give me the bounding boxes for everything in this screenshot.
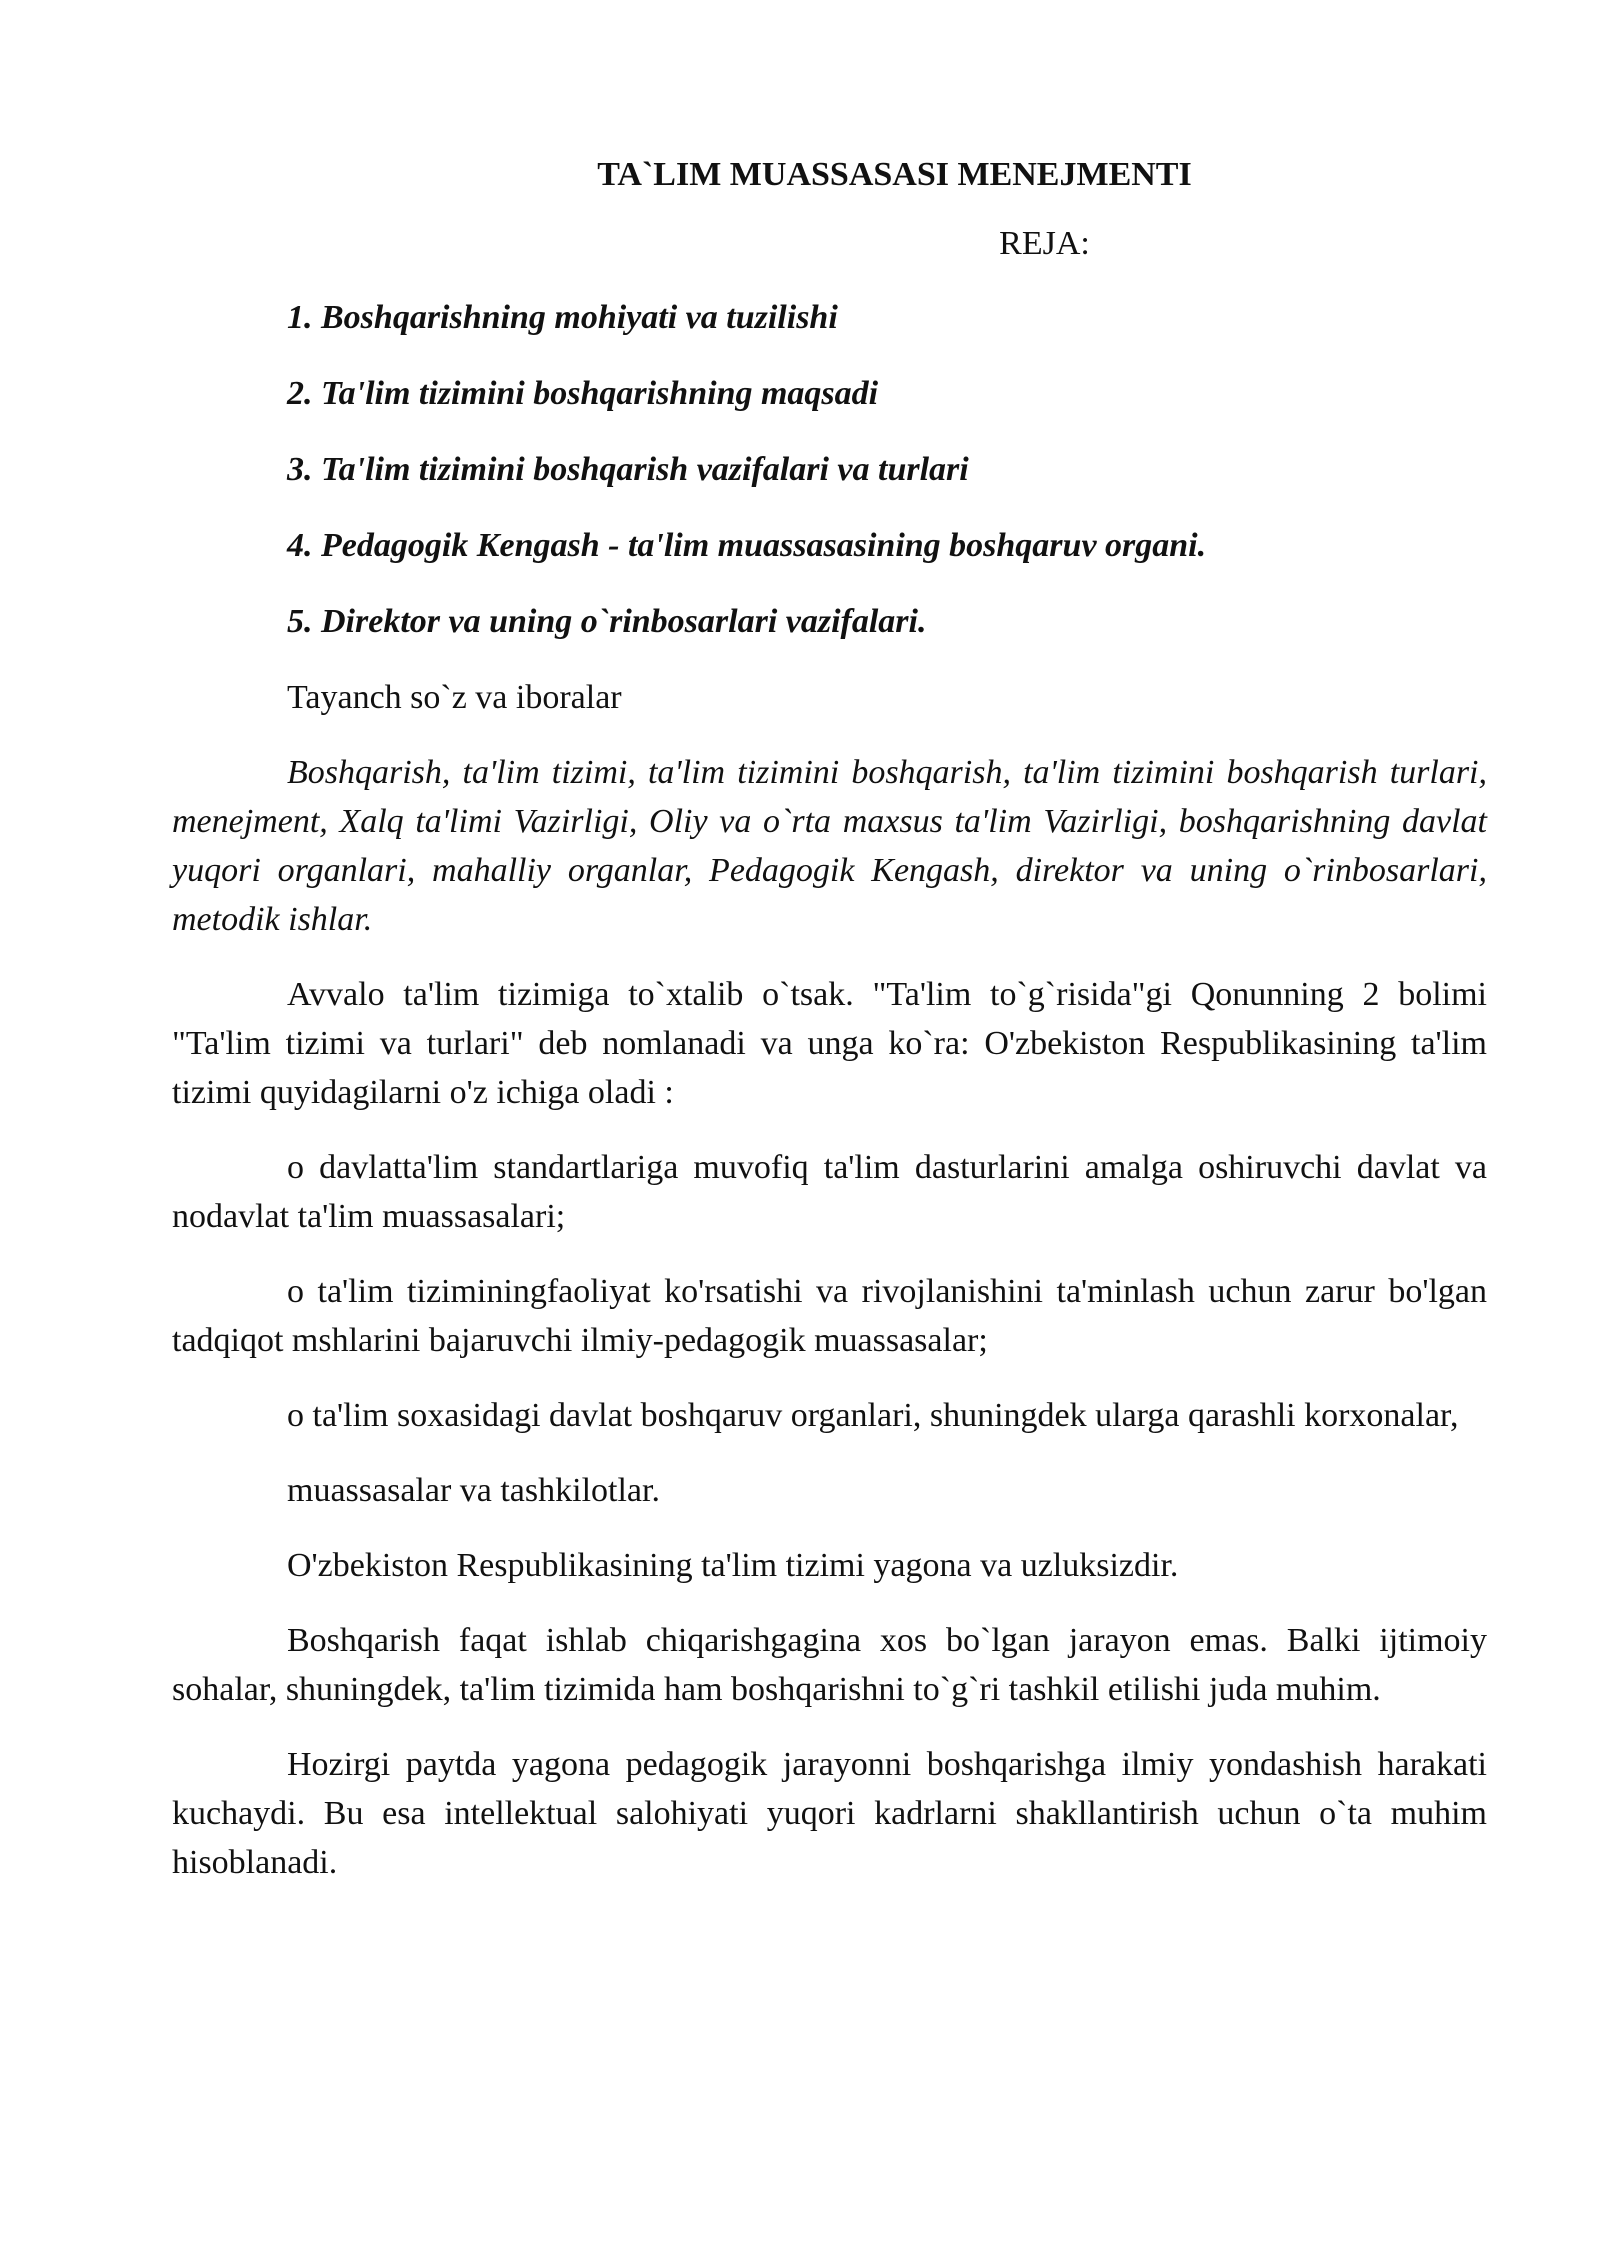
body-paragraph: Avvalo ta'lim tizimiga to`xtalib o`tsak. "Ta'lim to`g`risida"gi Qonunning 2 bolimi "Ta'lim tizimi va turlari" deb nomlanadi va unga ko`ra: O'zbekiston Respublikasining ta'lim tizimi quyidagilarni o'z ichiga oladi : bbox=[172, 976, 1487, 1111]
body-paragraph: Hozirgi paytda yagona pedagogik jarayonni boshqarishga ilmiy yondashish harakati kuchaydi. Bu esa intellektual salohiyati yuqori kadrlarni shakllantirish uchun o`ta muhim hisoblanadi. bbox=[172, 1746, 1487, 1881]
plan-heading: REJA: bbox=[999, 225, 1090, 262]
plan-item: 3. Ta'lim tizimini boshqarish vazifalari va turlari bbox=[287, 451, 969, 488]
plan-item: 2. Ta'lim tizimini boshqarishning maqsadi bbox=[287, 375, 879, 412]
body-paragraph: O'zbekiston Respublikasining ta'lim tizimi yagona va uzluksizdir. bbox=[287, 1547, 1179, 1584]
body-paragraph: muassasalar va tashkilotlar. bbox=[287, 1472, 660, 1509]
plan-item: 1. Boshqarishning mohiyati va tuzilishi bbox=[287, 299, 838, 336]
list-paragraph: o ta'lim tiziminingfaoliyat ko'rsatishi va rivojlanishini ta'minlash uchun zarur bo'lgan tadqiqot mshlarini bajaruvchi ilmiy-pedagogik muassasalar; bbox=[172, 1273, 1487, 1359]
document-content bbox=[172, 150, 1487, 1913]
plan-list bbox=[172, 293, 1487, 646]
document-title: TA`LIM MUASSASASI MENEJMENTI bbox=[597, 156, 1192, 193]
list-paragraph: o ta'lim soxasidagi davlat boshqaruv organlari, shuningdek ularga qarashli korxonalar, bbox=[287, 1397, 1459, 1434]
plan-item: 5. Direktor va uning o`rinbosarlari vazifalari. bbox=[287, 603, 927, 640]
keywords-paragraph: Boshqarish, ta'lim tizimi, ta'lim tizimini boshqarish, ta'lim tizimini boshqarish turlari, menejment, Xalq ta'limi Vazirligi, Oliy va o`rta maxsus ta'lim Vazirligi, boshqarishning davlat yuqori organlari, mahalliy organlar, Pedagogik Kengash, direktor va uning o`rinbosarlari, metodik ishlar. bbox=[172, 754, 1487, 938]
body-paragraph: Boshqarish faqat ishlab chiqarishgagina xos bo`lgan jarayon emas. Balki ijtimoiy sohalar, shuningdek, ta'lim tizimida ham boshqarishni to`g`ri tashkil etilishi juda muhim. bbox=[172, 1622, 1487, 1708]
list-paragraph: o davlatta'lim standartlariga muvofiq ta'lim dasturlarini amalga oshiruvchi davlat va nodavlat ta'lim muassasalari; bbox=[172, 1149, 1487, 1235]
keywords-heading: Tayanch so`z va iboralar bbox=[287, 679, 622, 716]
plan-item: 4. Pedagogik Kengash - ta'lim muassasasining boshqaruv organi. bbox=[287, 527, 1207, 564]
